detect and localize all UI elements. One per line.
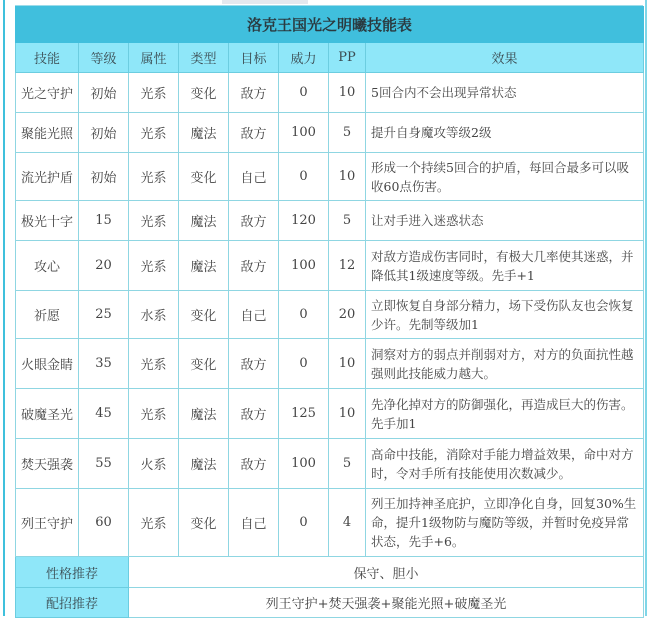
- cell-effect: 5回合内不会出现异常状态: [366, 73, 644, 113]
- cell-pp: 10: [329, 153, 366, 201]
- cell-type: 变化: [179, 291, 229, 339]
- cell-level: 25: [79, 291, 129, 339]
- frame-left-border: [3, 0, 5, 616]
- cell-level: 15: [79, 201, 129, 241]
- cell-target: 敌方: [229, 73, 279, 113]
- col-header-target: 目标: [229, 43, 279, 73]
- cell-type: 变化: [179, 153, 229, 201]
- cell-pp: 4: [329, 489, 366, 557]
- cell-level: 20: [79, 241, 129, 291]
- cell-attribute: 光系: [129, 489, 179, 557]
- cell-effect: 对敌方造成伤害同时，有极大几率使其迷惑，并降低其1级速度等级。先手+1: [366, 241, 644, 291]
- table-row: [16, 113, 644, 153]
- cell-skill: 流光护盾: [16, 153, 79, 201]
- cell-level: 35: [79, 339, 129, 389]
- cell-skill: 光之守护: [16, 73, 79, 113]
- cell-type: 变化: [179, 489, 229, 557]
- cell-type: 变化: [179, 73, 229, 113]
- cell-attribute: 光系: [129, 201, 179, 241]
- cell-level: 初始: [79, 153, 129, 201]
- cell-pp: 5: [329, 113, 366, 153]
- cell-pp: 10: [329, 73, 366, 113]
- top-decorative-strip: [222, 0, 308, 4]
- cell-skill: 攻心: [16, 241, 79, 291]
- cell-power: 100: [279, 439, 329, 489]
- cell-target: 敌方: [229, 339, 279, 389]
- cell-effect: 形成一个持续5回合的护盾，每回合最多可以吸收60点伤害。: [366, 153, 644, 201]
- cell-attribute: 光系: [129, 389, 179, 439]
- cell-skill: 破魔圣光: [16, 389, 79, 439]
- cell-power: 0: [279, 489, 329, 557]
- cell-pp: 5: [329, 439, 366, 489]
- cell-power: 125: [279, 389, 329, 439]
- col-header-level: 等级: [79, 43, 129, 73]
- col-header-pp: PP: [329, 43, 366, 73]
- table-row: [16, 439, 644, 489]
- nature-recommend-row: [16, 557, 644, 588]
- cell-target: 敌方: [229, 389, 279, 439]
- header-row: [16, 43, 644, 73]
- cell-pp: 20: [329, 291, 366, 339]
- cell-attribute: 火系: [129, 439, 179, 489]
- col-header-effect: 效果: [366, 43, 644, 73]
- cell-level: 45: [79, 389, 129, 439]
- frame-right-border: [645, 0, 647, 616]
- cell-power: 0: [279, 153, 329, 201]
- cell-effect: 让对手进入迷惑状态: [366, 201, 644, 241]
- table-row: [16, 241, 644, 291]
- cell-power: 120: [279, 201, 329, 241]
- table-title: 洛克王国光之明曦技能表: [16, 7, 644, 43]
- cell-attribute: 光系: [129, 339, 179, 389]
- cell-skill: 聚能光照: [16, 113, 79, 153]
- moveset-label: 配招推荐: [16, 588, 129, 618]
- cell-target: 敌方: [229, 439, 279, 489]
- nature-label: 性格推荐: [16, 557, 129, 588]
- cell-target: 敌方: [229, 241, 279, 291]
- cell-skill: 焚天强袭: [16, 439, 79, 489]
- cell-attribute: 光系: [129, 241, 179, 291]
- table-row: [16, 339, 644, 389]
- cell-target: 自己: [229, 291, 279, 339]
- nature-value: 保守、胆小: [129, 557, 644, 588]
- cell-level: 初始: [79, 113, 129, 153]
- cell-type: 魔法: [179, 113, 229, 153]
- cell-level: 初始: [79, 73, 129, 113]
- table-row: [16, 201, 644, 241]
- cell-type: 魔法: [179, 439, 229, 489]
- cell-attribute: 光系: [129, 113, 179, 153]
- cell-effect: 立即恢复自身部分精力，场下受伤队友也会恢复少许。先制等级加1: [366, 291, 644, 339]
- cell-effect: 列王加持神圣庇护，立即净化自身，回复30%生命，提升1级物防与魔防等级，并暂时免疫异常状态，先手+6。: [366, 489, 644, 557]
- cell-level: 60: [79, 489, 129, 557]
- skill-table: [15, 6, 644, 618]
- cell-power: 0: [279, 339, 329, 389]
- cell-skill: 极光十字: [16, 201, 79, 241]
- col-header-skill: 技能: [16, 43, 79, 73]
- cell-pp: 12: [329, 241, 366, 291]
- cell-power: 0: [279, 73, 329, 113]
- col-header-type: 类型: [179, 43, 229, 73]
- cell-target: 敌方: [229, 113, 279, 153]
- cell-type: 魔法: [179, 241, 229, 291]
- cell-attribute: 水系: [129, 291, 179, 339]
- cell-effect: 提升自身魔攻等级2级: [366, 113, 644, 153]
- cell-target: 自己: [229, 153, 279, 201]
- cell-target: 自己: [229, 489, 279, 557]
- cell-attribute: 光系: [129, 153, 179, 201]
- table-row: [16, 291, 644, 339]
- table-row: [16, 153, 644, 201]
- cell-pp: 10: [329, 339, 366, 389]
- table-row: [16, 389, 644, 439]
- table-row: [16, 489, 644, 557]
- cell-effect: 洞察对方的弱点并削弱对方，对方的负面抗性越强则此技能威力越大。: [366, 339, 644, 389]
- cell-target: 敌方: [229, 201, 279, 241]
- col-header-attribute: 属性: [129, 43, 179, 73]
- table-row: [16, 73, 644, 113]
- cell-skill: 列王守护: [16, 489, 79, 557]
- cell-effect: 高命中技能，消除对手能力增益效果，命中对方时，令对手所有技能使用次数减少。: [366, 439, 644, 489]
- moveset-value: 列王守护+焚天强袭+聚能光照+破魔圣光: [129, 588, 644, 618]
- cell-attribute: 光系: [129, 73, 179, 113]
- cell-power: 100: [279, 113, 329, 153]
- cell-effect: 先净化掉对方的防御强化，再造成巨大的伤害。先手加1: [366, 389, 644, 439]
- cell-skill: 火眼金睛: [16, 339, 79, 389]
- cell-type: 魔法: [179, 389, 229, 439]
- cell-type: 魔法: [179, 201, 229, 241]
- cell-skill: 祈愿: [16, 291, 79, 339]
- col-header-power: 威力: [279, 43, 329, 73]
- cell-pp: 10: [329, 389, 366, 439]
- cell-power: 0: [279, 291, 329, 339]
- cell-pp: 5: [329, 201, 366, 241]
- cell-level: 55: [79, 439, 129, 489]
- cell-power: 100: [279, 241, 329, 291]
- moveset-recommend-row: [16, 588, 644, 618]
- cell-type: 变化: [179, 339, 229, 389]
